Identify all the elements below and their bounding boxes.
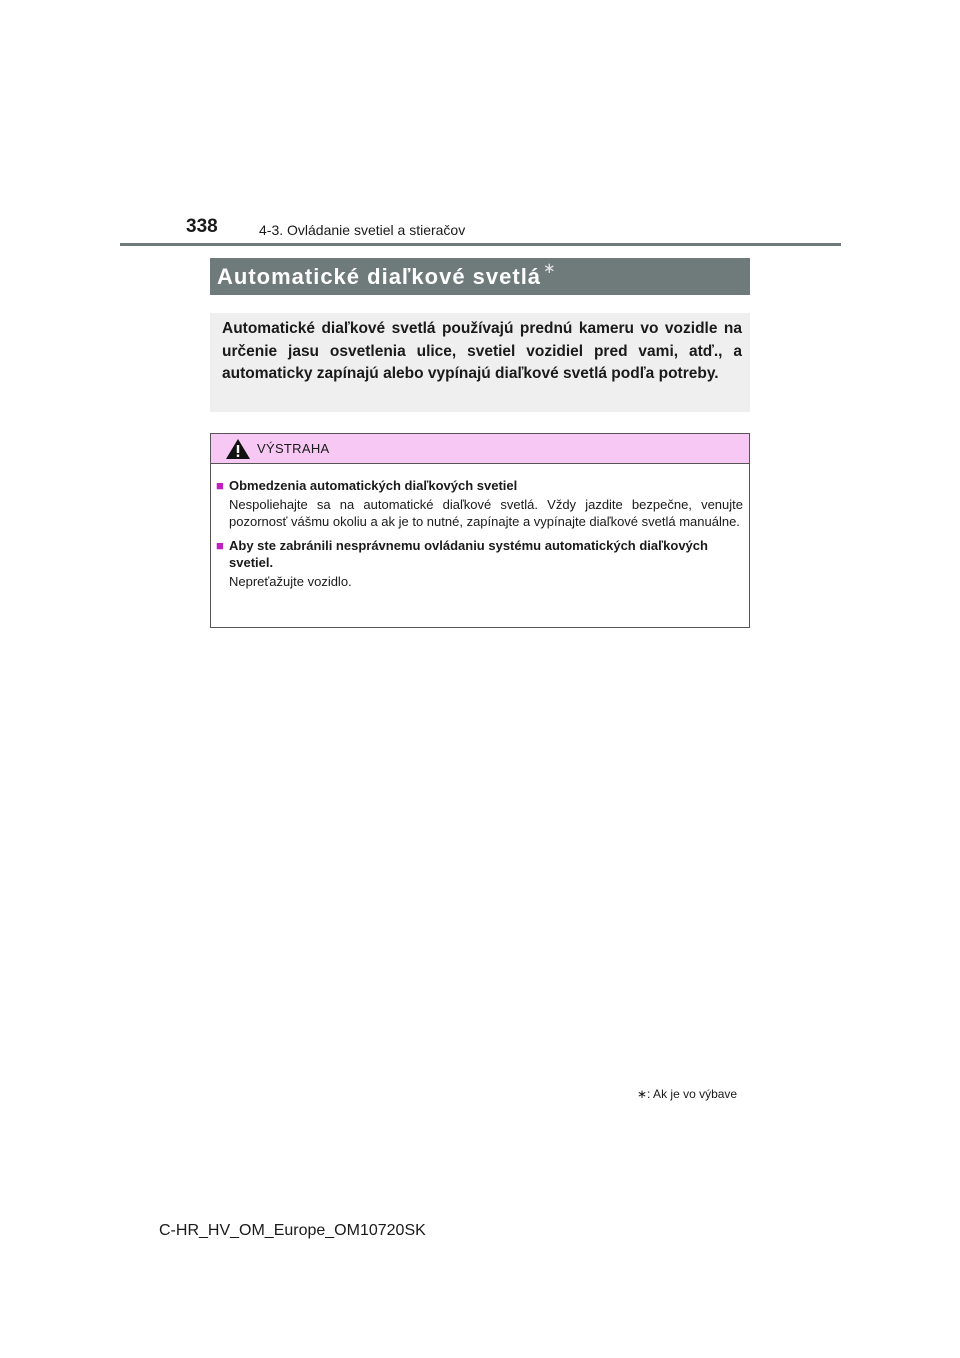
warning-item — [216, 537, 743, 594]
warning-label: VÝSTRAHA — [257, 441, 330, 456]
warning-item-text: Nepreťažujte vozidlo. — [229, 574, 352, 589]
document-code: C-HR_HV_OM_Europe_OM10720SK — [159, 1222, 426, 1239]
footnote: ∗: Ak je vo výbave — [637, 1087, 738, 1101]
intro-text: Automatické diaľkové svetlá používajú prednú kameru vo vozidle na určenie jasu osvetlenia ulice, svetiel vozidiel pred vami, atď., a automaticky zapínajú alebo vypínajú diaľkové svetlá podľa potreby. — [222, 320, 742, 382]
intro-box — [210, 313, 750, 412]
square-bullet-icon: ■ — [216, 538, 224, 553]
header-divider — [120, 243, 841, 246]
title-footnote-marker: ∗ — [543, 259, 556, 277]
warning-item-title: Aby ste zabránili nesprávnemu ovládaniu systému automatických diaľkových svetiel. — [229, 538, 708, 570]
warning-item-title: Obmedzenia automatických diaľkových svetiel — [229, 478, 518, 493]
warning-box — [210, 433, 750, 628]
warning-body — [211, 464, 749, 594]
square-bullet-icon: ■ — [216, 478, 224, 493]
page-number: 338 — [186, 216, 218, 237]
warning-header — [211, 434, 749, 464]
warning-triangle-icon — [225, 438, 251, 460]
section-title-bar — [210, 258, 750, 295]
section-title: Automatické diaľkové svetlá — [217, 263, 542, 289]
section-reference: 4-3. Ovládanie svetiel a stieračov — [259, 222, 466, 238]
warning-item-text: Nespoliehajte sa na automatické diaľkové svetlá. Vždy jazdite bezpečne, venujte pozornosť vášmu okoliu a ak je to nutné, zapínajte a vypínajte diaľkové svetlá manuálne. — [229, 497, 743, 529]
warning-item — [216, 477, 743, 534]
